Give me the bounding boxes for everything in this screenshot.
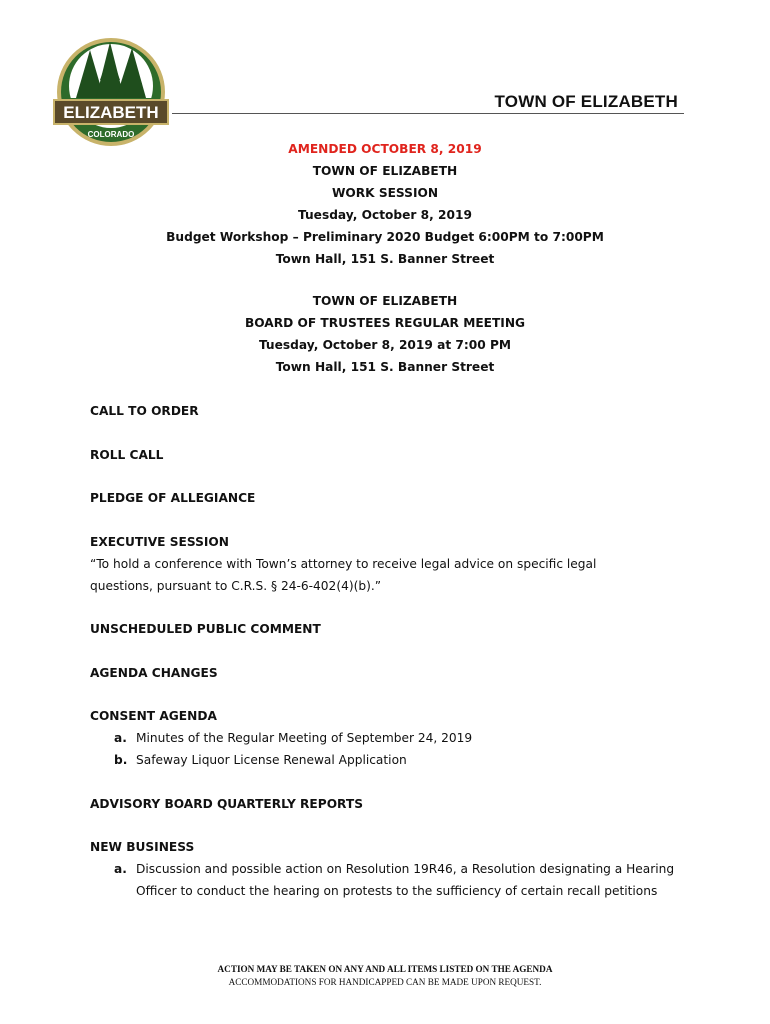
work-session-block	[0, 138, 770, 270]
list-marker: a.	[114, 862, 127, 876]
list-item	[90, 858, 690, 902]
regular-meeting-location: Town Hall, 151 S. Banner Street	[275, 360, 495, 374]
advisory-reports: ADVISORY BOARD QUARTERLY REPORTS	[90, 796, 363, 811]
list-marker: a.	[114, 731, 127, 745]
agenda-list	[90, 400, 690, 902]
new-business-title: NEW BUSINESS	[90, 840, 195, 854]
work-session-location: Town Hall, 151 S. Banner Street	[275, 252, 495, 266]
header-title: TOWN OF ELIZABETH	[494, 92, 678, 111]
work-session-workshop: Budget Workshop – Preliminary 2020 Budget 6:00PM to 7:00PM	[166, 230, 604, 244]
regular-meeting-title: BOARD OF TRUSTEES REGULAR MEETING	[244, 316, 526, 330]
consent-item-liquor-license: Safeway Liquor License Renewal Application	[136, 753, 407, 767]
executive-session-text: “To hold a conference with Town’s attorney to receive legal advice on specific legal questions, pursuant to C.R.S. § 24-6-402(4)(b).”	[90, 556, 597, 593]
work-session-town: TOWN OF ELIZABETH	[312, 164, 458, 178]
agenda-changes: AGENDA CHANGES	[90, 665, 218, 680]
town-logo	[52, 36, 170, 148]
list-item	[90, 749, 690, 771]
work-session-title: WORK SESSION	[331, 186, 439, 200]
list-item	[90, 727, 690, 749]
roll-call: ROLL CALL	[90, 447, 164, 462]
executive-session-title: EXECUTIVE SESSION	[90, 534, 229, 549]
footer	[0, 963, 770, 989]
footer-action-notice: ACTION MAY BE TAKEN ON ANY AND ALL ITEMS LISTED ON THE AGENDA	[217, 964, 553, 974]
new-business-resolution: Discussion and possible action on Resolution 19R46, a Resolution designating a Hearing Officer to conduct the hearing on protests to the sufficiency of certain recall petitions	[136, 862, 675, 898]
footer-accommodations-notice: ACCOMMODATIONS FOR HANDICAPPED CAN BE MADE UPON REQUEST.	[228, 977, 542, 987]
amended-notice: AMENDED OCTOBER 8, 2019	[288, 142, 482, 156]
public-comment: UNSCHEDULED PUBLIC COMMENT	[90, 622, 321, 636]
logo-state: COLORADO	[87, 130, 135, 139]
pledge-of-allegiance: PLEDGE OF ALLEGIANCE	[90, 491, 256, 505]
consent-agenda-title: CONSENT AGENDA	[90, 709, 217, 723]
header-divider	[172, 113, 684, 114]
call-to-order: CALL TO ORDER	[90, 404, 199, 418]
regular-meeting-block	[0, 290, 770, 378]
regular-meeting-town: TOWN OF ELIZABETH	[312, 294, 458, 308]
list-marker: b.	[114, 753, 128, 767]
consent-item-minutes: Minutes of the Regular Meeting of September 24, 2019	[136, 731, 473, 745]
work-session-date: Tuesday, October 8, 2019	[298, 208, 472, 222]
logo-name: ELIZABETH	[63, 103, 159, 122]
regular-meeting-date: Tuesday, October 8, 2019 at 7:00 PM	[258, 338, 512, 352]
